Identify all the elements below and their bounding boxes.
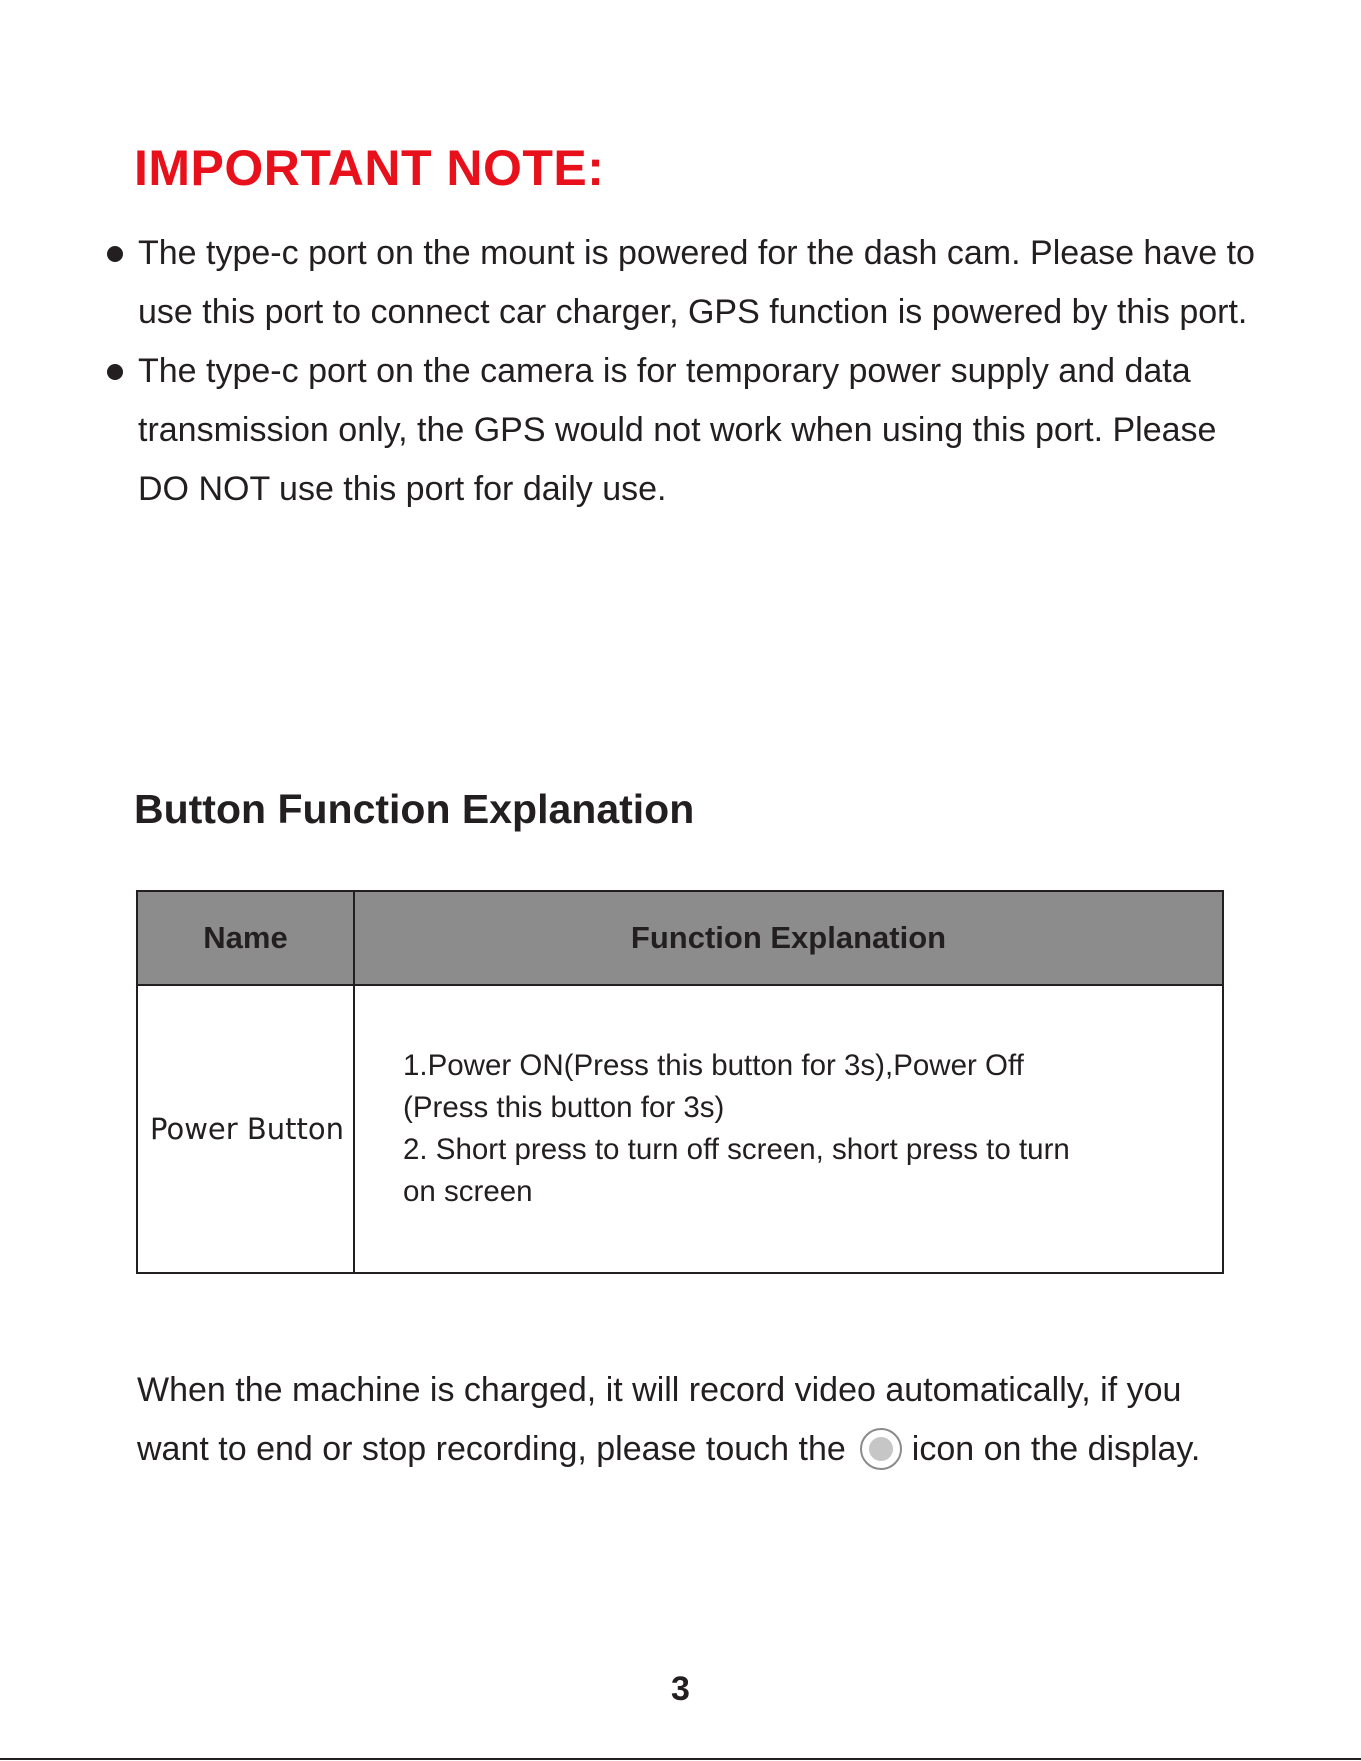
note-bullet-text: The type-c port on the camera is for temporary power supply and data transmission only, the GPS would not work when using this port. Please DO NOT use this port for daily use. (138, 352, 1217, 508)
note-bullet-text: The type-c port on the mount is powered for the dash cam. Please have to use this port to connect car charger, GPS function is powered by this port. (138, 234, 1255, 331)
note-bullet (104, 342, 1264, 519)
table-row (137, 985, 1223, 1273)
function-line: (Press this button for 3s) (403, 1091, 725, 1124)
bullet-dot-icon (107, 364, 123, 380)
button-name-cell: Power Button (137, 985, 354, 1273)
footer-divider (0, 1758, 1361, 1760)
important-note-title: IMPORTANT NOTE: (134, 140, 605, 196)
button-function-table (136, 890, 1224, 1274)
button-function-title: Button Function Explanation (134, 786, 695, 832)
header-name: Name (137, 891, 354, 985)
recording-instruction (137, 1361, 1257, 1479)
function-cell (354, 985, 1223, 1273)
important-note-list (104, 224, 1264, 519)
function-line: on screen (403, 1175, 533, 1208)
instruction-text-before: When the machine is charged, it will record video automatically, if you want to end or stop recording, please touch the (137, 1371, 1182, 1468)
page-number: 3 (671, 1670, 690, 1708)
bullet-dot-icon (107, 246, 123, 262)
table-header-row (137, 891, 1223, 985)
header-function: Function Explanation (354, 891, 1223, 985)
function-line: 1.Power ON(Press this button for 3s),Power Off (403, 1049, 1024, 1082)
function-line: 2. Short press to turn off screen, short press to turn (403, 1133, 1070, 1166)
record-button-icon (860, 1428, 902, 1470)
instruction-text-after: icon on the display. (911, 1430, 1201, 1468)
note-bullet (104, 224, 1264, 342)
